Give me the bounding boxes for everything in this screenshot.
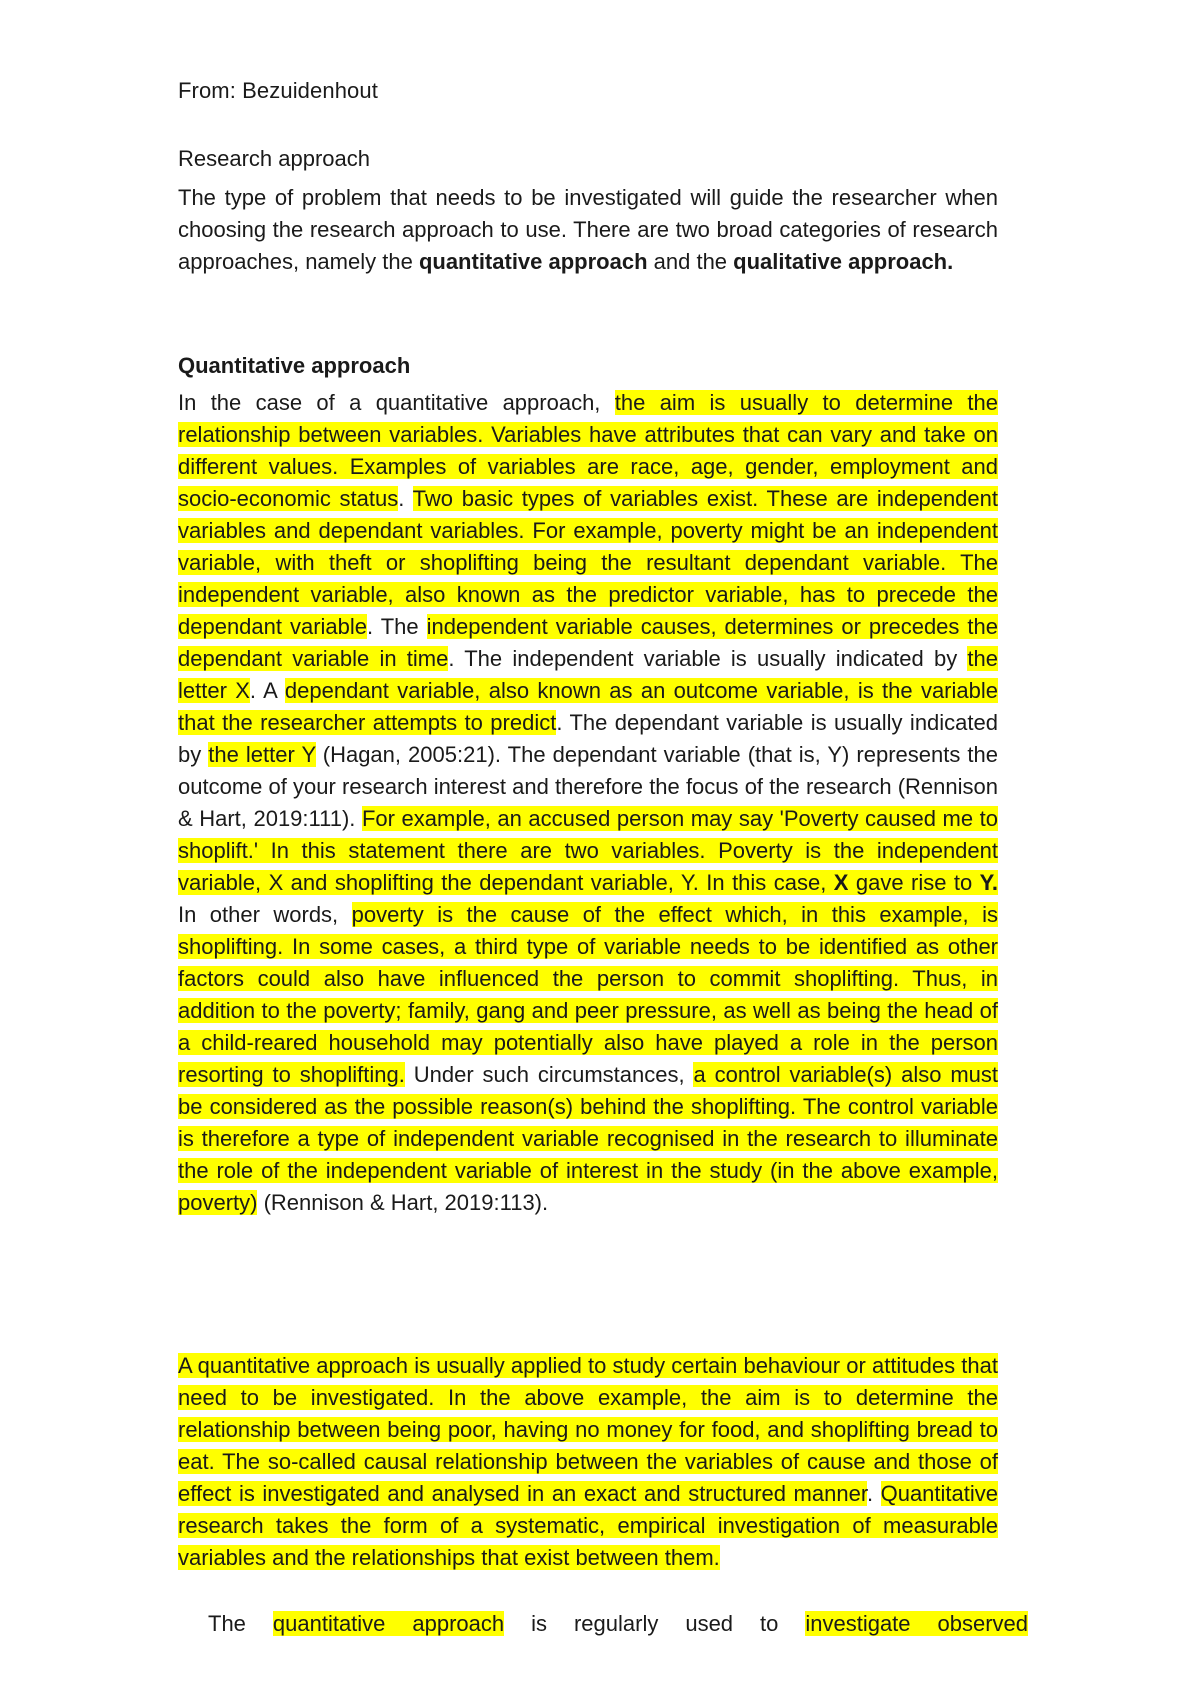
highlighted-text: Quantitative research takes the form of a systematic, empirical investigation of measurable variables and the relationships that exist between them. <box>178 1481 998 1570</box>
body-paragraph-1 <box>178 387 998 1219</box>
highlighted-text: the aim is usually to determine the relationship between variables. Variables have attributes that can vary and take on different values. Examples of variables are race, age, gender, employment and socio-economic status <box>178 390 998 511</box>
highlighted-text: a control variable(s) also must be considered as the possible reason(s) behind the shoplifting. The control variable is therefore a type of independent variable recognised in the research to illuminate the role of the independent variable of interest in the study (in the above example, poverty) <box>178 1062 998 1215</box>
text-run: is regularly used to <box>504 1611 806 1636</box>
intro-text: The type of problem that needs to be investigated will guide the researcher when choosing the research approach to use. There are two broad categories of research approaches, namely the <box>178 185 998 274</box>
text-run: . The independent variable is usually indicated by <box>448 646 968 671</box>
text-run: . The <box>367 614 427 639</box>
intro-bold-qualitative: qualitative approach. <box>733 249 954 274</box>
text-run: . <box>398 486 413 511</box>
intro-paragraph <box>178 182 998 278</box>
text-run: Under such circumstances, <box>404 1062 694 1087</box>
subheading-quantitative: Quantitative approach <box>178 353 411 378</box>
highlighted-text: quantitative approach <box>272 1611 505 1636</box>
highlighted-text: poverty is the cause of the effect which, in this example, is shoplifting. In some cases, a third type of variable needs to be identified as other factors could also have influenced the person to commit shoplifting. Thus, in addition to the poverty; family, gang and peer pressure, as well as being the head of a child-reared household may potentially also have played a role in the person resorting to shoplifting. <box>178 902 998 1087</box>
text-run: (Rennison & Hart, 2019:113). <box>257 1190 549 1215</box>
intro-bold-quantitative: quantitative approach <box>418 249 648 274</box>
text-run: . The dependant variable is usually indicated by <box>178 710 998 767</box>
highlighted-text: A quantitative approach is usually applied to study certain behaviour or attitudes that need to be investigated. In the above example, the aim is to determine the relationship between being poor, having no money for food, and shoplifting bread to eat. The so-called causal relationship between the variables of cause and those of effect is investigated and analysed in an exact and structured manner <box>178 1353 998 1506</box>
section-title: Research approach <box>178 146 371 171</box>
text-run: The <box>208 1611 273 1636</box>
text-run: . <box>866 1481 881 1506</box>
intro-text: and the <box>647 249 734 274</box>
highlighted-bold-y: Y. <box>979 870 999 895</box>
highlighted-text: the letter Y <box>208 742 316 767</box>
highlighted-text: For example, an accused person may say 'Poverty caused me to shoplift.' In this statement there are two variables. Poverty is the independent variable, X and shoplifting the dependant variable, Y. In this case, <box>178 806 998 895</box>
highlighted-text: independent variable causes, determines or precedes the dependant variable in time <box>178 614 998 671</box>
body-paragraph-3 <box>178 1608 1028 1640</box>
highlighted-text: the letter X <box>178 646 998 703</box>
text-run: In other words, <box>178 902 352 927</box>
text-run: In the case of a quantitative approach, <box>178 390 615 415</box>
from-line: From: Bezuidenhout <box>178 78 378 103</box>
highlighted-bold-x: X <box>833 870 849 895</box>
highlighted-text: dependant variable, also known as an outcome variable, is the variable that the researcher attempts to predict <box>178 678 998 735</box>
highlighted-text: gave rise to <box>848 870 980 895</box>
text-run: (Hagan, 2005:21). The dependant variable (that is, Y) represents the outcome of your research interest and therefore the focus of the research (Rennison & Hart, 2019:111). <box>178 742 998 831</box>
text-run: . A <box>249 678 285 703</box>
highlighted-text: Two basic types of variables exist. These are independent variables and dependant variables. For example, poverty might be an independent variable, with theft or shoplifting being the resultant dependant variable. The independent variable, also known as the predictor variable, has to precede the dependant variable <box>178 486 998 639</box>
highlighted-text: investigate observed <box>805 1611 1029 1636</box>
body-paragraph-2 <box>178 1350 998 1574</box>
